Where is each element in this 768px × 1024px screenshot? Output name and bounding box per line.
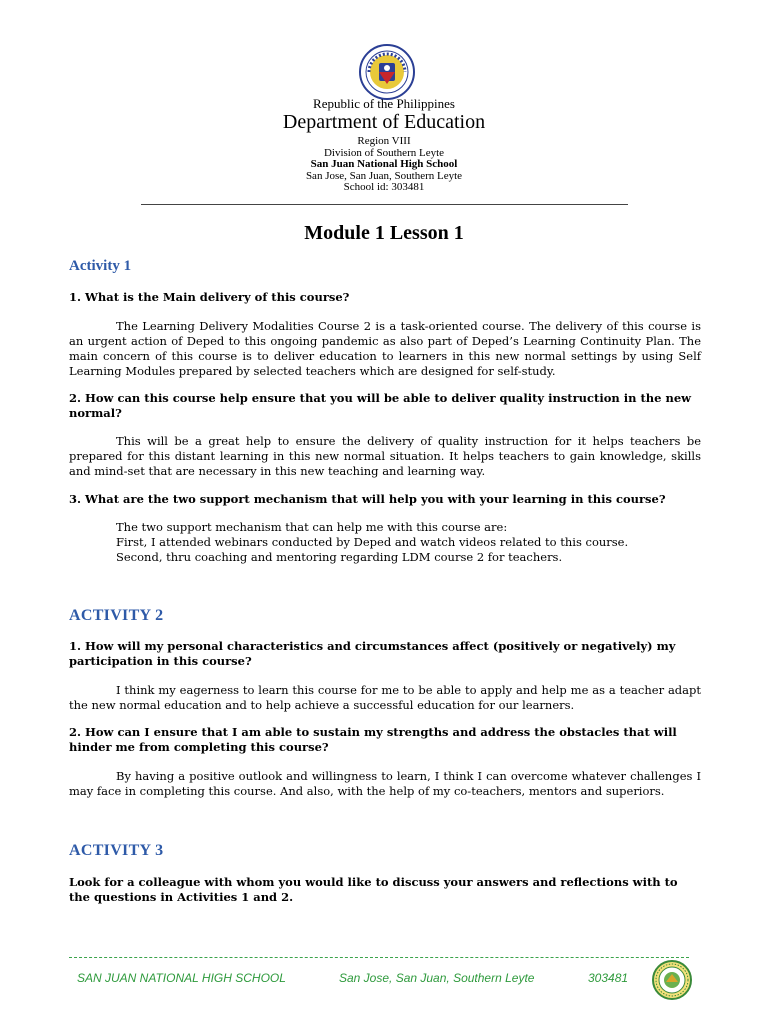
deped-seal-icon: [359, 44, 415, 100]
school-id: School id: 303481: [343, 181, 425, 193]
footer-id: 303481: [588, 971, 629, 985]
activity-2-answer-2-text: By having a positive outlook and willingness to learn, I think I can overcome whatever challenges I may face in completing this course. And also, with the help of my co-teachers, mentors and superiors.: [69, 769, 701, 798]
activity-3-instruction: Look for a colleague with whom you would like to discuss your answers and reflections with to the questions in Activities 1 and 2.: [69, 875, 678, 904]
activity-1-answer-1-text: The Learning Delivery Modalities Course 2 is a task-oriented course. The delivery of this course is an urgent action of Deped to this ongoing pandemic as also part of Deped’s Learning Continuity Plan. The main concern of this course is to deliver education to learners in this new normal settings by using Self Learning Modules prepared by selected teachers which are designed for self-study.: [69, 319, 701, 378]
republic-label: Republic of the Philippines: [313, 96, 455, 111]
activity-1-answer-2-text: This will be a great help to ensure the delivery of quality instruction for it helps teachers be prepared for this distant learning in this new normal situation. It helps teachers to gain knowledge, skills and mind-set that are necessary in this new teaching and learning way.: [69, 434, 701, 478]
activity-1-question-3: 3. What are the two support mechanism that will help you with your learning in this course?: [69, 492, 666, 506]
header-divider: [141, 204, 628, 205]
school-seal-icon: [652, 960, 692, 1000]
activity-1-question-1: 1. What is the Main delivery of this course?: [69, 290, 350, 304]
support-mechanism-intro: The two support mechanism that can help me with this course are:: [116, 520, 508, 534]
activity-2-answer-1: [69, 683, 701, 713]
activity-2-answer-1-text: I think my eagerness to learn this course for me to be able to apply and help me as a teacher adapt the new normal education and to help achieve a successful education for our learners.: [69, 683, 701, 712]
school-address: San Jose, San Juan, Southern Leyte: [305, 170, 463, 182]
department-title: Department of Education: [282, 111, 486, 133]
footer-divider: [69, 957, 689, 958]
activity-2-answer-2: [69, 769, 701, 799]
activity-2-question-2: 2. How can I ensure that I am able to sustain my strengths and address the obstacles that will hinder me from completing this course?: [69, 725, 677, 754]
activity-1-heading: Activity 1: [69, 258, 132, 274]
school-name: San Juan National High School: [310, 158, 458, 170]
support-mechanism-second: Second, thru coaching and mentoring regarding LDM course 2 for teachers.: [116, 550, 563, 564]
activity-3-heading: ACTIVITY 3: [69, 842, 164, 859]
region-label: Region VIII: [357, 135, 411, 147]
activity-1-answer-1: [69, 319, 701, 379]
footer-address: San Jose, San Juan, Southern Leyte: [339, 971, 535, 985]
activity-1-answer-2: [69, 434, 701, 479]
page-title: Module 1 Lesson 1: [304, 222, 464, 244]
activity-2-question-1: 1. How will my personal characteristics and circumstances affect (positively or negatively) my participation in this course?: [69, 639, 676, 668]
activity-1-answer-3: [69, 520, 701, 565]
activity-1-question-2: 2. How can this course help ensure that you will be able to deliver quality instruction in the new normal?: [69, 391, 692, 420]
support-mechanism-first: First, I attended webinars conducted by Deped and watch videos related to this course.: [116, 535, 629, 549]
activity-2-heading: ACTIVITY 2: [69, 607, 164, 624]
division-label: Division of Southern Leyte: [323, 147, 445, 159]
footer-school: SAN JUAN NATIONAL HIGH SCHOOL: [77, 971, 286, 985]
